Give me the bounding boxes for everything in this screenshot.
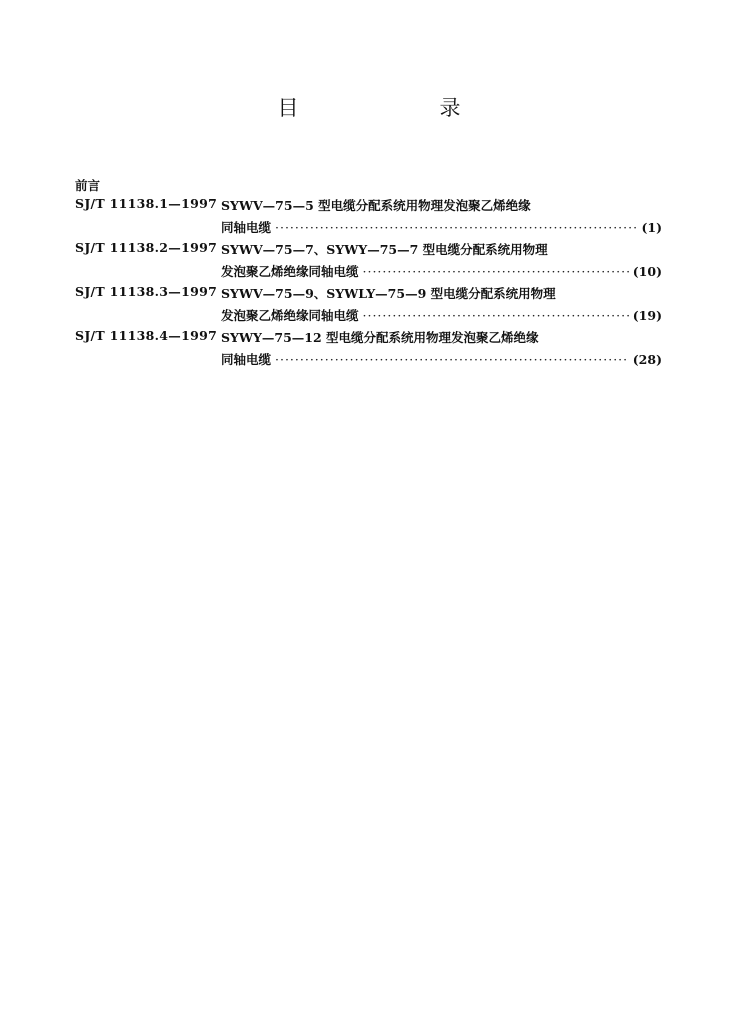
entry-title-line1: SYWV—75—5 型电缆分配系统用物理发泡聚乙烯绝缘: [221, 198, 531, 213]
dot-leader: [275, 352, 629, 367]
standard-number: SJ/T 11138.4—1997: [75, 328, 218, 343]
entry-title-line2-row: [221, 306, 662, 324]
entry-title-line2-row: [221, 218, 662, 236]
entry-title-line1: SYWY—75—12 型电缆分配系统用物理发泡聚乙烯绝缘: [221, 330, 539, 345]
table-of-contents: [75, 196, 662, 372]
dot-leader: [363, 264, 629, 279]
entry-title-line2: 同轴电缆: [221, 352, 272, 367]
entry-title-line2: 同轴电缆: [221, 220, 272, 235]
toc-entry-2: [75, 240, 662, 284]
entry-title-line2: 发泡聚乙烯绝缘同轴电缆: [221, 264, 359, 279]
standard-number: SJ/T 11138.3—1997: [75, 284, 218, 299]
entry-title-line2-row: [221, 350, 662, 368]
page-number: (19): [632, 308, 662, 323]
standard-number: SJ/T 11138.1—1997: [75, 196, 218, 211]
entry-title-line2-row: [221, 262, 662, 280]
preface-entry: 前言: [75, 178, 101, 193]
standard-number: SJ/T 11138.2—1997: [75, 240, 218, 255]
toc-entry-4: [75, 328, 662, 372]
entry-title-line2: 发泡聚乙烯绝缘同轴电缆: [221, 308, 359, 323]
toc-entry-3: [75, 284, 662, 328]
dot-leader: [275, 220, 637, 235]
toc-entry-1: [75, 196, 662, 240]
page-number: (1): [641, 220, 662, 235]
page-title: 目 录: [277, 96, 521, 120]
page-number: (10): [632, 264, 662, 279]
page-number: (28): [632, 352, 662, 367]
dot-leader: [363, 308, 629, 323]
entry-title-line1: SYWV—75—9、SYWLY—75—9 型电缆分配系统用物理: [221, 286, 556, 301]
entry-title-line1: SYWV—75—7、SYWY—75—7 型电缆分配系统用物理: [221, 242, 548, 257]
